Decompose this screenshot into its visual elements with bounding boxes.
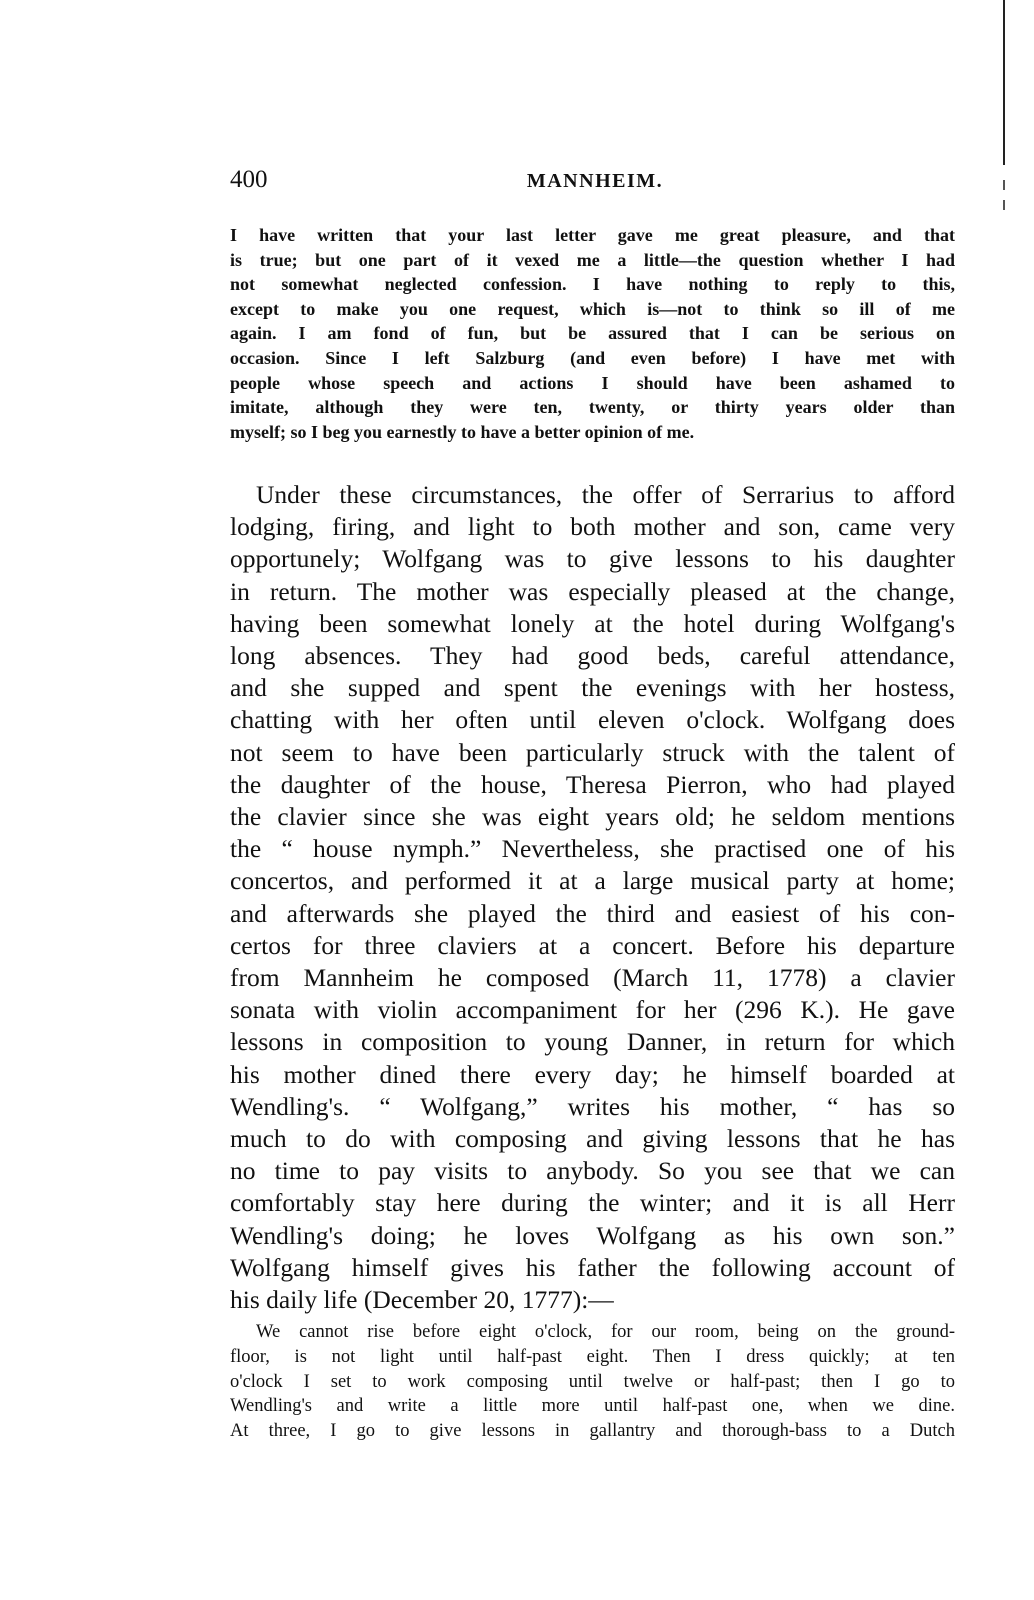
text-line: floor, is not light until half-past eight. Then I dress quickly; at ten [230,1346,955,1367]
text-line: the clavier since she was eight years old; he seldom mentions [230,802,955,832]
text-line: chatting with her often until eleven o'clock. Wolfgang does [230,705,955,735]
text-line: and she supped and spent the evenings with her hostess, [230,673,955,703]
text-line: lodging, firing, and light to both mother and son, came very [230,512,955,542]
text-line: comfortably stay here during the winter; and it is all Herr [230,1188,955,1218]
text-line: Wendling's. “ Wolfgang,” writes his mother, “ has so [230,1091,955,1121]
text-line: o'clock I set to work composing until twelve or half-past; then I go to [230,1371,955,1392]
text-line: except to make you one request, which is—not to think so ill of me [230,298,955,319]
text-line: not seem to have been particularly struck with the talent of [230,737,955,767]
text-line: much to do with composing and giving lessons that he has [230,1124,955,1154]
page-header [230,166,960,200]
text-line: the daughter of the house, Theresa Pierron, who had played [230,769,955,799]
text-line: sonata with violin accompaniment for her (296 K.). He gave [230,995,955,1025]
text-line: having been somewhat lonely at the hotel during Wolfgang's [230,608,955,638]
text-line: again. I am fond of fun, but be assured that I can be serious on [230,323,955,344]
text-line: certos for three claviers at a concert. Before his departure [230,930,955,960]
letter-quote-confession [230,223,955,444]
text-line: long absences. They had good beds, careful attendance, [230,641,955,671]
scan-edge-mark [1003,180,1005,190]
scan-edge-mark [1003,200,1005,210]
text-line: I have written that your last letter gave me great pleasure, and that [230,225,955,245]
text-line: occasion. Since I left Salzburg (and even before) I have met with [230,347,955,368]
text-line: not somewhat neglected confession. I have nothing to reply to this, [230,274,955,295]
text-line: from Mannheim he composed (March 11, 1778) a clavier [230,963,955,993]
text-line: Wendling's doing; he loves Wolfgang as his own son.” [230,1220,955,1250]
running-head: MANNHEIM. [526,170,664,192]
text-line: imitate, although they were ten, twenty, or thirty years older than [230,397,955,418]
text-line: is true; but one part of it vexed me a little—the question whether I had [230,249,955,270]
letter-quote-daily-life [230,1320,955,1444]
text-line: lessons in composition to young Danner, in return for which [230,1027,955,1057]
text-line: concertos, and performed it at a large musical party at home; [230,866,955,896]
text-line: his mother dined there every day; he himself boarded at [230,1059,955,1089]
text-line: people whose speech and actions I should have been ashamed to [230,372,955,393]
text-line: and afterwards she played the third and easiest of his con- [230,898,955,928]
text-line: opportunely; Wolfgang was to give lessons to his daughter [230,544,955,574]
text-line: Wendling's and write a little more until half-past one, when we dine. [230,1396,955,1417]
text-line: in return. The mother was especially pleased at the change, [230,576,955,606]
text-line: the “ house nymph.” Nevertheless, she practised one of his [230,834,955,864]
body-paragraph [230,479,955,1316]
text-line: his daily life (December 20, 1777):— [230,1285,614,1315]
text-line: Wolfgang himself gives his father the following account of [230,1252,955,1282]
text-line: We cannot rise before eight o'clock, for our room, being on the ground- [256,1322,955,1342]
text-line: Under these circumstances, the offer of Serrarius to afford [256,480,955,509]
text-line: myself; so I beg you earnestly to have a better opinion of me. [230,421,695,442]
scan-edge-line [1003,0,1005,165]
page-number: 400 [230,166,268,193]
text-line: At three, I go to give lessons in gallantry and thorough-bass to a Dutch [230,1421,955,1442]
text-line: no time to pay visits to anybody. So you see that we can [230,1156,955,1186]
